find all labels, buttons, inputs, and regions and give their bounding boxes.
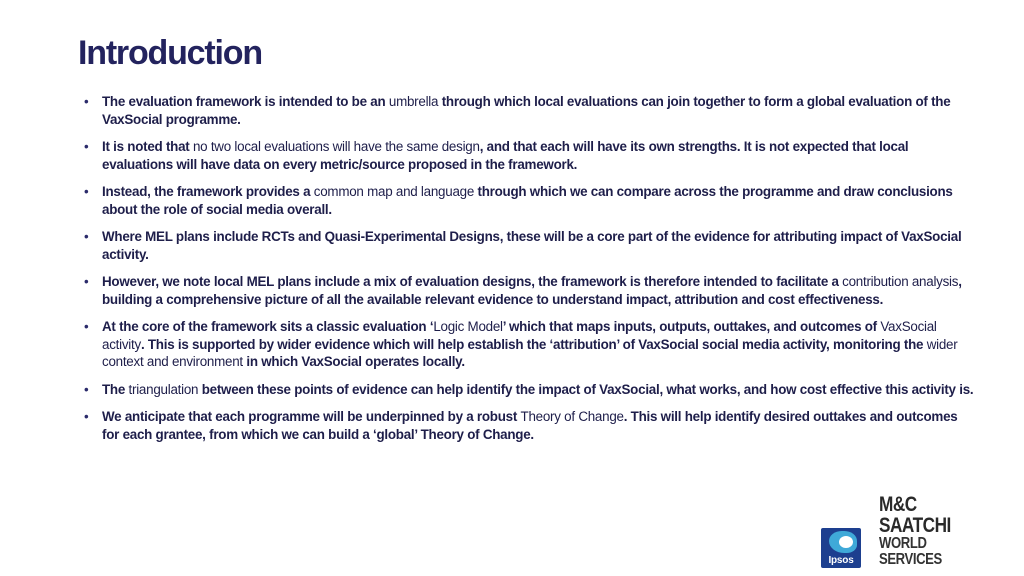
bullet-text-segment: Where MEL plans include RCTs and Quasi-Experimental Designs, these will be a core part of the evidence for attributing impact of VaxSocial activity. [102,229,962,262]
mc-saatchi-logo-line1: M&C SAATCHI [879,493,951,537]
bullet-text-segment: Instead, the framework provides a [102,184,314,199]
bullet-text-segment: Logic Model [433,319,503,334]
mc-saatchi-logo [879,494,1004,568]
ipsos-swoosh-inner-icon [839,536,853,548]
bullet-text-segment: in which VaxSocial operates locally. [242,354,465,369]
bullet-list [84,93,974,453]
bullet-item [84,381,974,399]
bullet-text-segment: common map and language [313,184,475,199]
bullet-text-segment: . This will help identify desired outtakes and outcomes for each grantee, from which we can build a ‘global’ Theory of Change. [102,409,958,442]
bullet-text-segment: no two local evaluations will have the same design [192,139,480,154]
bullet-text-segment: Theory of Change [520,409,624,424]
bullet-item [84,228,974,263]
bullet-text-segment: between these points of evidence can help identify the impact of VaxSocial, what works, and how cost effective this activity is. [198,381,974,397]
bullet-text-segment: through which local evaluations can join together to form a global evaluation of the VaxSocial programme. [102,94,951,127]
bullet-text-segment: We anticipate that each programme will be underpinned by a robust [102,409,521,424]
ipsos-logo [821,528,861,568]
bullet-text-segment: contribution analysis [842,274,959,289]
ipsos-logo-text: Ipsos [828,555,854,566]
bullet-text-segment: At the core of the framework sits a classic evaluation ‘ [102,319,434,334]
bullet-text-segment: The evaluation framework is intended to be an [102,94,389,109]
bullet-text-segment: umbrella [388,94,439,109]
footer-logos [821,494,1004,568]
mc-saatchi-logo-line2: WORLD SERVICES [879,535,942,568]
bullet-text-segment: However, we note local MEL plans include a mix of evaluation designs, the framework is therefore intended to facilitate a [102,274,843,289]
bullet-text-segment: The [102,381,129,397]
bullet-text-segment: through which we can compare across the programme and draw conclusions about the role of social media overall. [102,184,953,217]
bullet-item [84,138,974,173]
bullet-text-segment: It is noted that [102,139,193,154]
bullet-item [84,93,974,128]
bullet-item [84,318,974,371]
bullet-text-segment: , and that each will have its own strengths. It is not expected that local evaluations will have data on every metric/source proposed in the framework. [102,139,909,172]
bullet-text-segment: , building a comprehensive picture of all the available relevant evidence to understand impact, attribution and cost effectiveness. [102,274,962,307]
bullet-text-segment: VaxSocial activity [102,319,937,352]
bullet-text-segment: wider context and environment [102,336,958,369]
bullet-text-segment: ’ which that maps inputs, outputs, outtakes, and outcomes of [502,319,881,334]
bullet-item [84,273,974,308]
page-title: Introduction [78,34,262,72]
bullet-text-segment: . This is supported by wider evidence which will help establish the ‘attribution’ of VaxSocial social media activity, monitoring the [140,336,927,352]
bullet-text-segment: triangulation [128,381,199,397]
bullet-item [84,183,974,218]
bullet-item [84,408,974,443]
